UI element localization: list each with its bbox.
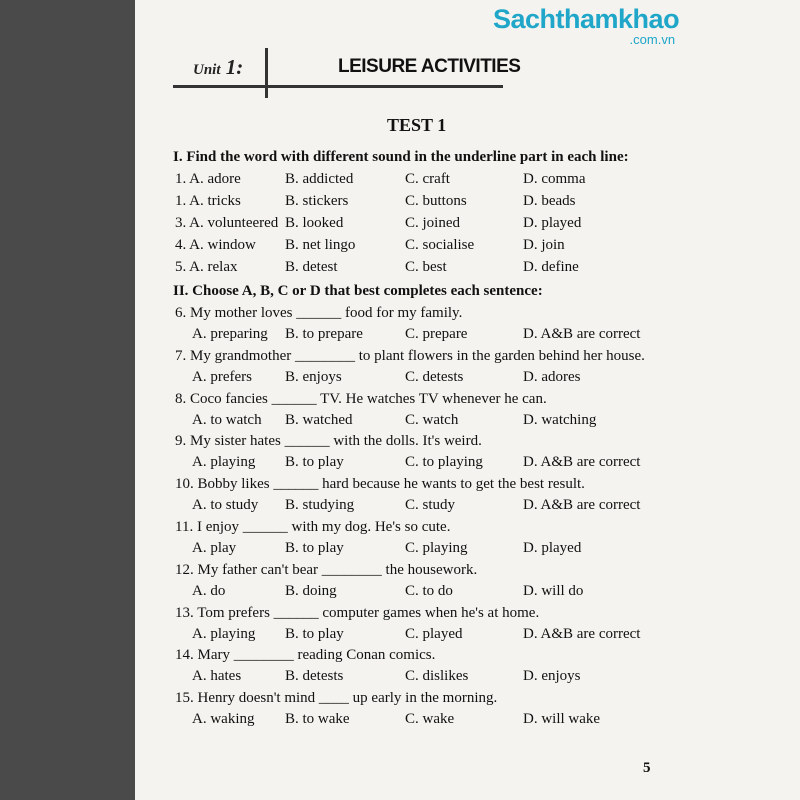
answer-options <box>192 454 652 474</box>
word-option: D. beads <box>523 193 576 209</box>
answer-options <box>192 668 652 688</box>
test-title: TEST 1 <box>387 115 447 135</box>
logo-domain: .com.vn <box>629 32 676 47</box>
word-row <box>175 171 625 191</box>
answer-option: A. do <box>192 582 226 599</box>
answer-option: D. watching <box>523 411 597 428</box>
word-option: C. buttons <box>405 193 467 209</box>
answer-option: A. to study <box>192 497 259 514</box>
answer-options <box>192 711 652 731</box>
answer-option: A. prefers <box>192 368 252 385</box>
word-option: D. played <box>523 215 582 231</box>
unit-label <box>193 55 243 80</box>
answer-option: D. will do <box>523 582 584 599</box>
book-page <box>135 0 800 800</box>
word-option: 5. A. relax <box>175 259 238 275</box>
answer-option: B. watched <box>285 411 353 428</box>
answer-option: D. will wake <box>523 711 601 728</box>
answer-option: A. waking <box>192 711 255 728</box>
section-2-heading: II. Choose A, B, C or D that best completes each sentence: <box>173 283 543 299</box>
answer-option: C. prepare <box>405 326 468 342</box>
answer-option: C. study <box>405 497 456 514</box>
word-option: 4. A. window <box>175 237 256 253</box>
question-text: 6. My mother loves ______ food for my family. <box>175 305 463 321</box>
answer-option: B. to prepare <box>285 326 363 342</box>
question-text: 15. Henry doesn't mind ____ up early in the morning. <box>175 690 498 707</box>
question-text: 13. Tom prefers ______ computer games when he's at home. <box>175 604 540 621</box>
word-option: C. best <box>405 259 447 275</box>
unit-title: LEISURE ACTIVITIES <box>338 56 521 77</box>
unit-number: 1: <box>225 55 244 79</box>
answer-option: D. A&B are correct <box>523 625 641 642</box>
word-option: C. joined <box>405 215 460 231</box>
answer-option: A. hates <box>192 668 242 685</box>
question-text: 12. My father can't bear ________ the housework. <box>175 561 478 578</box>
answer-option: D. A&B are correct <box>523 454 641 471</box>
logo-name: Sachthamkhao <box>493 4 680 34</box>
word-row <box>175 215 625 235</box>
answer-option: C. watch <box>405 411 459 428</box>
word-row <box>175 193 625 213</box>
word-option: 1. A. tricks <box>175 193 241 209</box>
word-option: B. addicted <box>285 171 354 187</box>
answer-option: D. enjoys <box>523 668 581 685</box>
word-option: D. comma <box>523 171 586 187</box>
answer-option: B. detests <box>285 668 344 685</box>
answer-option: B. studying <box>285 497 355 514</box>
answer-option: B. enjoys <box>285 368 342 385</box>
word-option: D. define <box>523 259 579 275</box>
page-number: 5 <box>643 760 651 776</box>
question-text: 8. Coco fancies ______ TV. He watches TV whenever he can. <box>175 390 547 407</box>
answer-option: C. dislikes <box>405 668 469 685</box>
word-option: 3. A. volunteered <box>175 215 279 231</box>
answer-option: C. played <box>405 625 463 642</box>
word-option: D. join <box>523 237 565 253</box>
answer-option: C. detests <box>405 368 464 385</box>
answer-option: D. A&B are correct <box>523 497 641 514</box>
answer-option: A. playing <box>192 454 256 471</box>
word-option: B. looked <box>285 215 344 231</box>
question-text: 9. My sister hates ______ with the dolls. It's weird. <box>175 433 482 450</box>
word-option: 1. A. adore <box>175 171 241 187</box>
word-row <box>175 259 625 279</box>
answer-option: D. A&B are correct <box>523 326 641 342</box>
word-option: C. craft <box>405 171 450 187</box>
unit-prefix: Unit <box>193 62 221 78</box>
answer-options <box>192 497 652 517</box>
question-text: 14. Mary ________ reading Conan comics. <box>175 647 436 664</box>
answer-options <box>192 369 652 389</box>
answer-option: A. play <box>192 540 237 556</box>
answer-option: B. to play <box>285 625 344 642</box>
answer-option: B. to play <box>285 540 344 556</box>
answer-options <box>192 540 652 560</box>
answer-option: C. playing <box>405 540 468 556</box>
answer-option: A. to watch <box>192 411 262 428</box>
section-1-heading: I. Find the word with different sound in the underline part in each line: <box>173 149 629 165</box>
header-rule <box>173 85 503 88</box>
word-option: C. socialise <box>405 237 475 253</box>
word-row <box>175 237 625 257</box>
word-option: B. detest <box>285 259 338 275</box>
header-divider <box>265 48 268 98</box>
question-text: 10. Bobby likes ______ hard because he wants to get the best result. <box>175 476 585 493</box>
answer-option: A. preparing <box>192 326 268 342</box>
answer-option: D. played <box>523 540 582 556</box>
answer-option: A. playing <box>192 625 256 642</box>
answer-option: B. doing <box>285 582 337 599</box>
word-option: B. stickers <box>285 193 349 209</box>
question-text: 11. I enjoy ______ with my dog. He's so cute. <box>175 519 451 535</box>
answer-option: B. to wake <box>285 711 350 728</box>
answer-options <box>192 326 652 346</box>
answer-option: C. to do <box>405 582 453 599</box>
answer-options <box>192 583 652 603</box>
question-text: 7. My grandmother ________ to plant flowers in the garden behind her house. <box>175 347 645 364</box>
answer-option: C. to playing <box>405 454 483 471</box>
answer-options <box>192 412 652 432</box>
answer-option: C. wake <box>405 711 455 728</box>
word-option: B. net lingo <box>285 237 356 253</box>
answer-option: B. to play <box>285 454 344 471</box>
watermark-logo <box>493 4 679 45</box>
answer-option: D. adores <box>523 368 581 385</box>
answer-options <box>192 626 652 646</box>
